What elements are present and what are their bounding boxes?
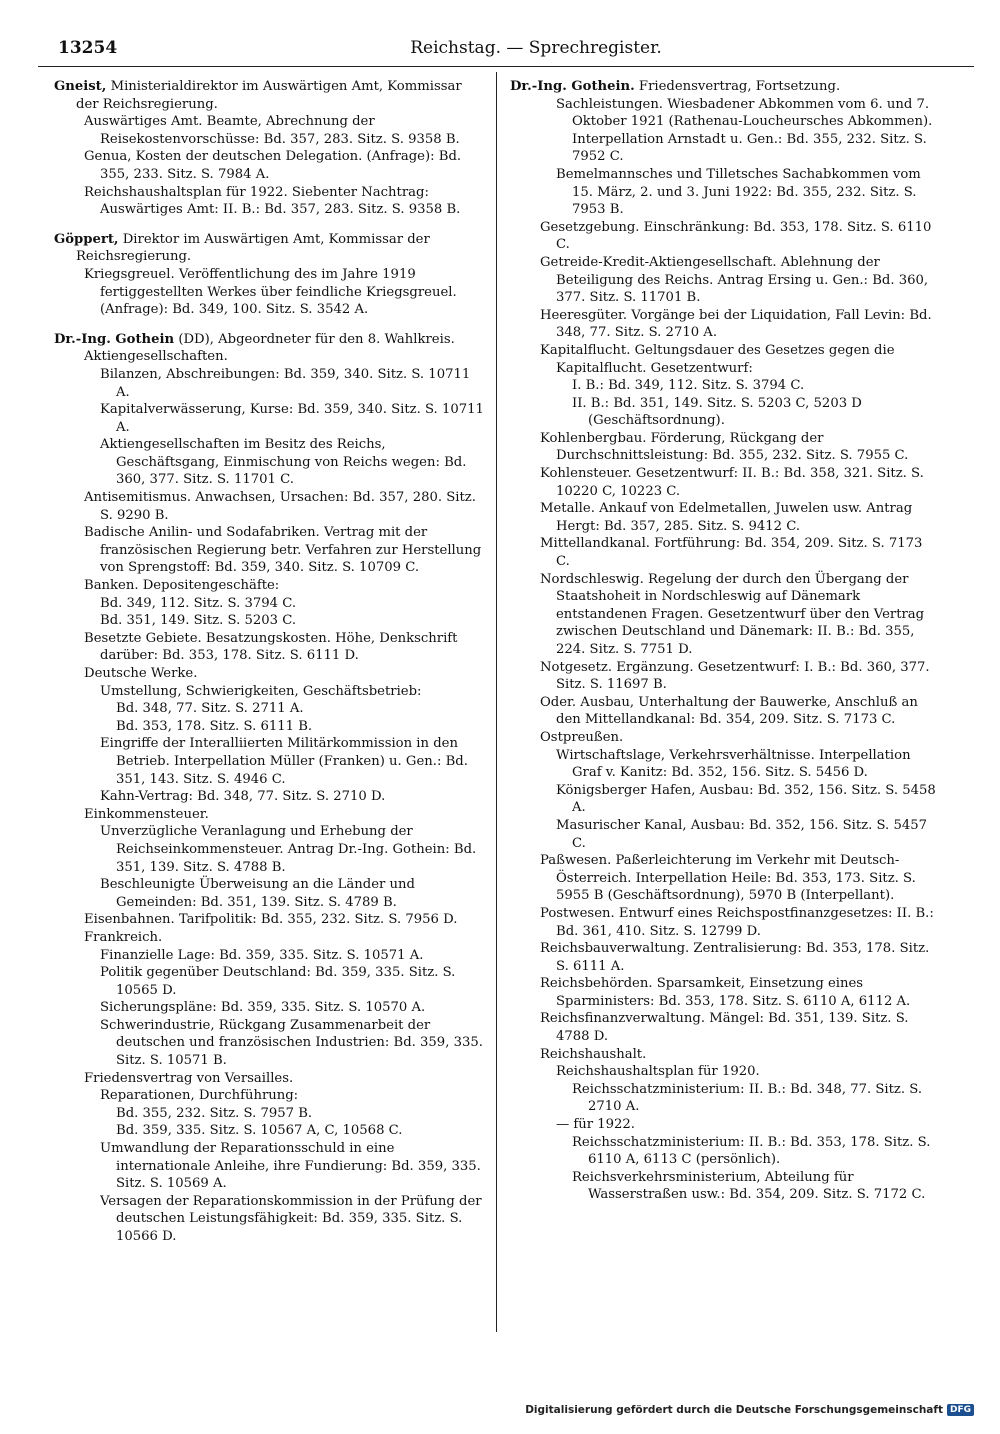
entry-text: Beschleunigte Überweisung an die Länder und Gemeinden: Bd. 351, 139. Sitz. S. 4789 B.	[100, 877, 415, 910]
entry-text: Banken. Depositengeschäfte:	[84, 578, 280, 594]
entry-text: Direktor im Auswärtigen Amt, Kommissar der Reichsregierung.	[76, 231, 430, 265]
entry-text: Mittellandkanal. Fortführung: Bd. 354, 209. Sitz. S. 7173 C.	[540, 536, 923, 570]
entry-text: Oder. Ausbau, Unterhaltung der Bauwerke, Anschluß an den Mittellandkanal: Bd. 354, 209. Sitz. S. 7173 C.	[540, 694, 918, 728]
index-entry	[54, 148, 484, 183]
entry-text: Finanzielle Lage: Bd. 359, 335. Sitz. S. 10571 A.	[100, 947, 424, 963]
entry-text: Reichsfinanzverwaltung. Mängel: Bd. 351, 139. Sitz. S. 4788 D.	[540, 1011, 909, 1045]
index-entry	[54, 999, 484, 1017]
entry-text: Königsberger Hafen, Ausbau: Bd. 352, 156. Sitz. S. 5458 A.	[556, 782, 936, 816]
column-divider	[496, 72, 497, 1332]
index-entry	[54, 683, 484, 701]
index-entry	[54, 524, 484, 577]
index-entry	[510, 96, 938, 166]
entry-text: II. B.: Bd. 351, 149. Sitz. S. 5203 C, 5203 D (Geschäftsordnung).	[572, 395, 862, 429]
speaker-name: Gneist,	[54, 79, 107, 94]
entry-text: Reichshaushaltsplan für 1922. Siebenter Nachtrag: Auswärtiges Amt: II. B.: Bd. 357, 283. Sitz. S. 9358 B.	[84, 184, 461, 218]
entry-text: Bd. 353, 178. Sitz. S. 6111 B.	[116, 718, 313, 734]
right-column	[510, 78, 938, 1204]
entry-text: Gesetzgebung. Einschränkung: Bd. 353, 178. Sitz. S. 6110 C.	[540, 219, 932, 253]
index-entry	[510, 940, 938, 975]
index-entry	[510, 1169, 938, 1204]
entry-text: Nordschleswig. Regelung der durch den Übergang der Staatshoheit in Nordschleswig auf Dänemark entstandenen Fragen. Gesetzentwurf über den Vertrag zwischen Deutschland und Dänemark: II. B.: Bd. 355, 224. Sitz. S. 7751 D.	[540, 571, 925, 657]
index-entry	[510, 395, 938, 430]
index-entry	[54, 806, 484, 824]
entry-text: Metalle. Ankauf von Edelmetallen, Juwelen usw. Antrag Hergt: Bd. 357, 285. Sitz. S. 9412 C.	[540, 501, 913, 534]
entry-text: Friedensvertrag von Versailles.	[84, 1070, 294, 1086]
index-entry	[510, 219, 938, 254]
index-entry	[54, 823, 484, 876]
index-entry	[510, 166, 938, 219]
entry-text: Reichshaushaltsplan für 1920.	[556, 1064, 760, 1080]
entry-text: Besetzte Gebiete. Besatzungskosten. Höhe, Denkschrift darüber: Bd. 353, 178. Sitz. S. 6111 D.	[84, 630, 458, 664]
entry-text: Aktiengesellschaften im Besitz des Reichs, Geschäftsgang, Einmischung von Reichs wegen: Bd. 360, 377. Sitz. S. 11701 C.	[100, 437, 467, 488]
entry-text: Reparationen, Durchführung:	[100, 1088, 299, 1104]
index-entry	[510, 500, 938, 535]
entry-text: Ministerialdirektor im Auswärtigen Amt, Kommissar der Reichsregierung.	[76, 79, 462, 112]
index-entry	[54, 1105, 484, 1123]
entry-text: Eingriffe der Interalliierten Militärkommission in den Betrieb. Interpellation Müller (Franken) u. Gen.: Bd. 351, 143. Sitz. S. 4946 C.	[100, 736, 468, 787]
index-entry	[54, 436, 484, 489]
speaker-name: Dr.-Ing. Gothein.	[510, 79, 635, 94]
index-entry	[510, 782, 938, 817]
entry-text: Bd. 351, 149. Sitz. S. 5203 C.	[100, 613, 297, 629]
entry-text: Kriegsgreuel. Veröffentlichung des im Jahre 1919 fertiggestellten Werkes über feindliche Kriegsgreuel. (Anfrage): Bd. 349, 100. Sitz. S. 3542 A.	[84, 266, 457, 318]
entry-text: Bd. 348, 77. Sitz. S. 2711 A.	[116, 701, 304, 717]
entry-text: Getreide-Kredit-Aktiengesellschaft. Ablehnung der Beteiligung des Reichs. Antrag Ersing u. Gen.: Bd. 360, 377. Sitz. S. 11701 B.	[540, 254, 929, 306]
entry-text: Kohlensteuer. Gesetzentwurf: II. B.: Bd. 358, 321. Sitz. S. 10220 C, 10223 C.	[540, 466, 924, 499]
entry-text: Aktiengesellschaften.	[84, 349, 228, 365]
running-title: Reichstag. — Sprechregister.	[410, 38, 662, 58]
entry-text: Eisenbahnen. Tarifpolitik: Bd. 355, 232. Sitz. S. 7956 D.	[84, 912, 458, 928]
index-entry	[54, 1070, 484, 1088]
index-entry	[54, 947, 484, 965]
index-entry	[510, 747, 938, 782]
entry-text: Schwerindustrie, Rückgang Zusammenarbeit der deutschen und französischen Industrien: Bd. 359, 335. Sitz. S. 10571 B.	[100, 1017, 483, 1069]
index-entry	[54, 665, 484, 683]
entry-text: Antisemitismus. Anwachsen, Ursachen: Bd. 357, 280. Sitz. S. 9290 B.	[84, 490, 476, 523]
index-entry	[54, 929, 484, 947]
entry-text: Reichsbauverwaltung. Zentralisierung: Bd. 353, 178. Sitz. S. 6111 A.	[540, 941, 930, 974]
entry-text: I. B.: Bd. 349, 112. Sitz. S. 3794 C.	[572, 378, 805, 394]
speaker-entry	[54, 231, 484, 266]
entry-text: Notgesetz. Ergänzung. Gesetzentwurf: I. B.: Bd. 360, 377. Sitz. S. 11697 B.	[540, 659, 930, 693]
index-entry	[510, 1046, 938, 1064]
index-entry	[510, 975, 938, 1010]
entry-text: Ostpreußen.	[540, 729, 624, 745]
entry-text: Kahn-Vertrag: Bd. 348, 77. Sitz. S. 2710 D.	[100, 789, 386, 805]
entry-text: Bd. 349, 112. Sitz. S. 3794 C.	[100, 595, 297, 611]
entry-text: Wirtschaftslage, Verkehrsverhältnisse. Interpellation Graf v. Kanitz: Bd. 352, 156. Sitz. S. 5456 D.	[556, 747, 911, 781]
footer-text: Digitalisierung gefördert durch die Deutsche Forschungsgemeinschaft	[525, 1404, 943, 1416]
speaker-entry	[54, 331, 484, 349]
index-entry	[510, 571, 938, 659]
index-entry	[54, 489, 484, 524]
entry-text: Umstellung, Schwierigkeiten, Geschäftsbetrieb:	[100, 683, 422, 699]
index-entry	[54, 595, 484, 613]
index-entry	[54, 184, 484, 219]
index-entry	[54, 630, 484, 665]
entry-text: Reichsbehörden. Sparsamkeit, Einsetzung eines Sparministers: Bd. 353, 178. Sitz. S. 6110 A, 6112 A.	[540, 976, 911, 1009]
entry-text: Umwandlung der Reparationsschuld in eine internationale Anleihe, ihre Fundierung: Bd. 359, 335. Sitz. S. 10569 A.	[100, 1141, 481, 1192]
entry-text: Reichsschatzministerium: II. B.: Bd. 348, 77. Sitz. S. 2710 A.	[572, 1081, 923, 1115]
index-entry	[54, 1087, 484, 1105]
entry-text: Friedensvertrag, Fortsetzung.	[638, 79, 841, 94]
entry-text: Sicherungspläne: Bd. 359, 335. Sitz. S. 10570 A.	[100, 1000, 426, 1016]
index-entry	[510, 1010, 938, 1045]
speaker-name: Dr.-Ing. Gothein	[54, 331, 175, 347]
entry-text: Kapitalverwässerung, Kurse: Bd. 359, 340. Sitz. S. 10711 A.	[100, 402, 484, 435]
index-entry	[510, 1063, 938, 1081]
page-header	[38, 36, 974, 67]
entry-text: Heeresgüter. Vorgänge bei der Liquidation, Fall Levin: Bd. 348, 77. Sitz. S. 2710 A.	[540, 307, 932, 341]
index-entry	[510, 1116, 938, 1134]
page-number: 13254	[58, 38, 118, 58]
entry-text: Masurischer Kanal, Ausbau: Bd. 352, 156. Sitz. S. 5457 C.	[556, 817, 928, 851]
index-entry	[54, 612, 484, 630]
index-entry	[510, 729, 938, 747]
index-entry	[54, 1017, 484, 1070]
entry-text: Postwesen. Entwurf eines Reichspostfinanzgesetzes: II. B.: Bd. 361, 410. Sitz. S. 12799 D.	[540, 905, 934, 939]
index-entry	[510, 465, 938, 500]
entry-text: — für 1922.	[556, 1117, 636, 1133]
index-entry	[54, 113, 484, 148]
left-column	[54, 78, 484, 1246]
speaker-entry	[510, 78, 938, 96]
entry-text: Bd. 355, 232. Sitz. S. 7957 B.	[116, 1105, 313, 1121]
index-entry	[54, 911, 484, 929]
index-entry	[510, 342, 938, 377]
entry-text: Politik gegenüber Deutschland: Bd. 359, 335. Sitz. S. 10565 D.	[100, 965, 456, 998]
index-entry	[54, 266, 484, 319]
index-entry	[510, 254, 938, 307]
index-entry	[54, 1122, 484, 1140]
index-entry	[510, 694, 938, 729]
entry-text: (DD), Abgeordneter für den 8. Wahlkreis.	[178, 331, 455, 347]
index-entry	[510, 905, 938, 940]
index-entry	[510, 377, 938, 395]
dfg-logo: DFG	[947, 1404, 974, 1416]
entry-text: Auswärtiges Amt. Beamte, Abrechnung der Reisekostenvorschüsse: Bd. 357, 283. Sitz. S. 9358 B.	[84, 114, 460, 147]
speaker-entry	[54, 78, 484, 113]
index-entry	[54, 366, 484, 401]
index-entry	[54, 1193, 484, 1246]
index-entry	[54, 700, 484, 718]
entry-text: Bilanzen, Abschreibungen: Bd. 359, 340. Sitz. S. 10711 A.	[100, 366, 471, 400]
index-entry	[54, 788, 484, 806]
entry-text: Versagen der Reparationskommission in der Prüfung der deutschen Leistungsfähigkeit: Bd. 359, 335. Sitz. S. 10566 D.	[100, 1193, 482, 1244]
entry-text: Reichsschatzministerium: II. B.: Bd. 353, 178. Sitz. S. 6110 A, 6113 C (persönlich).	[572, 1134, 931, 1168]
index-entry	[510, 307, 938, 342]
index-entry	[54, 577, 484, 595]
entry-text: Reichsverkehrsministerium, Abteilung für Wasserstraßen usw.: Bd. 354, 209. Sitz. S. 7172 C.	[572, 1169, 926, 1203]
index-entry	[54, 735, 484, 788]
speaker-name: Göppert,	[54, 231, 119, 247]
entry-text: Genua, Kosten der deutschen Delegation. (Anfrage): Bd. 355, 233. Sitz. S. 7984 A.	[84, 149, 462, 182]
index-entry	[54, 348, 484, 366]
index-entry	[54, 964, 484, 999]
entry-text: Deutsche Werke.	[84, 666, 198, 681]
index-entry	[54, 1140, 484, 1193]
entry-text: Paßwesen. Paßerleichterung im Verkehr mit Deutsch-Österreich. Interpellation Heile: Bd. 353, 173. Sitz. S. 5955 B (Geschäftsordnung), 5970 B (Interpellant).	[540, 853, 916, 904]
index-entry	[54, 876, 484, 911]
entry-text: Frankreich.	[84, 929, 163, 945]
entry-text: Einkommensteuer.	[84, 806, 209, 822]
index-entry	[54, 718, 484, 736]
entry-text: Badische Anilin- und Sodafabriken. Vertrag mit der französischen Regierung betr. Verfahren zur Herstellung von Sprengstoff: Bd. 359, 340. Sitz. S. 10709 C.	[84, 525, 482, 576]
index-entry	[510, 852, 938, 905]
entry-text: Reichshaushalt.	[540, 1046, 647, 1062]
entry-text: Kapitalflucht. Geltungsdauer des Gesetzes gegen die Kapitalflucht. Gesetzentwurf:	[540, 342, 895, 376]
index-entry	[510, 430, 938, 465]
index-entry	[510, 1081, 938, 1116]
index-entry	[510, 1134, 938, 1169]
entry-text: Unverzügliche Veranlagung und Erhebung der Reichseinkommensteuer. Antrag Dr.-Ing. Gothein: Bd. 351, 139. Sitz. S. 4788 B.	[100, 824, 477, 875]
entry-text: Sachleistungen. Wiesbadener Abkommen vom 6. und 7. Oktober 1921 (Rathenau-Loucheursches Abkommen). Interpellation Arnstadt u. Gen.: Bd. 355, 232. Sitz. S. 7952 C.	[556, 96, 933, 165]
entry-text: Bd. 359, 335. Sitz. S. 10567 A, C, 10568 C.	[116, 1123, 403, 1139]
footer-credit	[525, 1404, 974, 1416]
entry-text: Kohlenbergbau. Förderung, Rückgang der Durchschnittsleistung: Bd. 355, 232. Sitz. S. 7955 C.	[540, 430, 909, 464]
index-entry	[510, 659, 938, 694]
index-entry	[54, 401, 484, 436]
index-entry	[510, 535, 938, 570]
entry-text: Bemelmannsches und Tilletsches Sachabkommen vom 15. März, 2. und 3. Juni 1922: Bd. 355, 232. Sitz. S. 7953 B.	[556, 166, 921, 218]
index-entry	[510, 817, 938, 852]
